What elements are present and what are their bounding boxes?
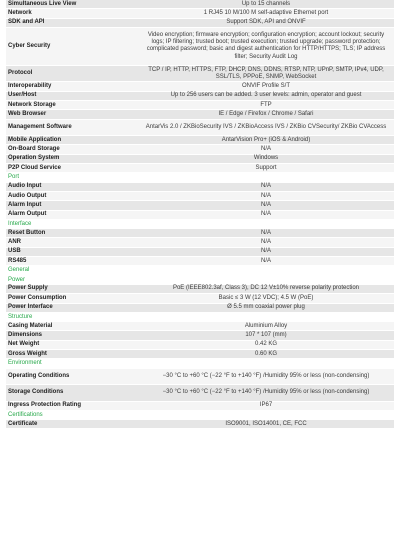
spec-value: N/A <box>260 211 271 218</box>
spec-label: Cyber Security <box>8 42 51 49</box>
spec-row-usb <box>6 248 394 257</box>
spec-table <box>6 0 394 429</box>
spec-label: Audio Input <box>8 183 42 190</box>
spec-row-mobile-application <box>6 136 394 145</box>
section-heading-interface: Interface <box>6 220 394 229</box>
spec-row-power-supply <box>6 285 394 294</box>
spec-label: Net Weight <box>8 341 40 348</box>
spec-label: ANR <box>8 238 21 245</box>
spec-label: P2P Cloud Service <box>8 164 61 171</box>
section-heading-port: Port <box>6 173 394 182</box>
spec-label: User/Host <box>8 92 37 99</box>
spec-row-power-interface <box>6 304 394 313</box>
spec-label: SDK and API <box>8 19 45 26</box>
spec-label: Gross Weight <box>8 350 47 357</box>
spec-label: Network <box>8 9 32 16</box>
spec-row-cyber-security <box>6 28 394 66</box>
spec-label: Dimensions <box>8 331 43 338</box>
spec-label: Power Consumption <box>8 294 67 301</box>
spec-row-net-weight <box>6 341 394 350</box>
spec-value: IP67 <box>259 402 273 409</box>
spec-label: Simultaneous Live View <box>8 0 77 7</box>
spec-row-sdk-and-api <box>6 19 394 28</box>
spec-row-interoperability <box>6 82 394 91</box>
spec-row-p2p-cloud-service <box>6 164 394 173</box>
spec-row-network <box>6 9 394 18</box>
spec-label: Reset Button <box>8 229 46 236</box>
spec-value: ONVIF Profile S/T <box>241 83 290 90</box>
spec-label: RS485 <box>8 257 27 264</box>
spec-value: Up to 256 users can be added. 3 user levels: admin, operator and guest <box>170 92 362 99</box>
spec-row-gross-weight <box>6 350 394 359</box>
spec-value: −30 °C to +60 °C (−22 °F to +140 °F) /Humidity 95% or less (non-condensing) <box>162 372 370 379</box>
spec-value: 0.42 KG <box>254 341 277 348</box>
spec-value: Aluminium Alloy <box>244 322 288 329</box>
spec-label: Power Interface <box>8 304 53 311</box>
spec-value: N/A <box>260 183 271 190</box>
section-heading-power: Power <box>6 276 394 285</box>
spec-row-rs485 <box>6 257 394 266</box>
spec-row-certificate <box>6 420 394 429</box>
spec-row-storage-conditions <box>6 385 394 402</box>
spec-row-dimensions <box>6 331 394 340</box>
spec-label: Network Storage <box>8 101 56 108</box>
spec-value: 107 * 107 (mm) <box>245 331 287 338</box>
spec-row-ingress-protection-rating <box>6 402 394 411</box>
spec-value: Support <box>255 164 277 171</box>
spec-row-simultaneous-live-view <box>6 0 394 9</box>
spec-value: N/A <box>260 229 271 236</box>
spec-value: Video encryption; firmware encryption; configuration encryption; account lockout; security logs; IP filtering; trusted boot; trusted execution; trusted upgrade; password protection; complicated password; basic and digest authentication for HTTP/HTTPS; TLS; IP address filter; Security Audit Log <box>146 32 386 60</box>
spec-row-alarm-input <box>6 201 394 210</box>
spec-label: Management Software <box>8 123 72 130</box>
spec-value: IE / Edge / Firefox / Chrome / Safari <box>218 110 314 117</box>
section-heading-general: General <box>6 266 394 275</box>
spec-label: Alarm Input <box>8 201 42 208</box>
spec-label: Storage Conditions <box>8 389 64 396</box>
spec-row-on-board-storage <box>6 145 394 154</box>
spec-value: 0.60 KG <box>254 350 277 357</box>
spec-label: Operating Conditions <box>8 372 70 379</box>
spec-row-protocol <box>6 66 394 83</box>
spec-row-alarm-output <box>6 211 394 220</box>
spec-row-reset-button <box>6 229 394 238</box>
spec-row-power-consumption <box>6 294 394 303</box>
spec-value: ISO9001, ISO14001, CE, FCC <box>225 420 307 427</box>
spec-row-user-host <box>6 92 394 101</box>
spec-label: USB <box>8 248 21 255</box>
spec-label: Web Browser <box>8 110 47 117</box>
spec-value: FTP <box>260 101 272 108</box>
spec-value: Support SDK, API and ONVIF <box>226 19 306 26</box>
spec-value: Windows <box>253 155 279 162</box>
spec-value: N/A <box>260 201 271 208</box>
spec-value: N/A <box>260 257 271 264</box>
spec-value: TCP / IP, HTTP, HTTPS, FTP, DHCP, DNS, DDNS, RTSP, NTP, UPnP, SMTP, IPv4, UDP, SSL/TLS, PPPoE, SNMP, WebSocket <box>148 66 384 80</box>
spec-row-casing-material <box>6 322 394 331</box>
spec-label: Casing Material <box>8 322 53 329</box>
section-heading-environment: Environment <box>6 359 394 368</box>
section-heading-structure: Structure <box>6 313 394 322</box>
spec-row-audio-output <box>6 192 394 201</box>
spec-row-management-software <box>6 120 394 137</box>
spec-value: −30 °C to +60 °C (−22 °F to +140 °F) /Humidity 95% or less (non-condensing) <box>162 389 370 396</box>
spec-label: Alarm Output <box>8 211 47 218</box>
spec-value: Basic ≤ 3 W (12 VDC); 4.5 W (PoE) <box>218 294 314 301</box>
spec-label: Interoperability <box>8 83 52 90</box>
spec-label: Certificate <box>8 420 38 427</box>
spec-value: N/A <box>260 146 271 153</box>
spec-row-operation-system <box>6 155 394 164</box>
spec-label: Audio Output <box>8 192 47 199</box>
spec-row-anr <box>6 238 394 247</box>
spec-value: N/A <box>260 248 271 255</box>
spec-value: PoE (IEEE802.3af, Class 3), DC 12 V±10% reverse polarity protection <box>172 285 360 292</box>
spec-value: Ø 5.5 mm coaxial power plug <box>227 304 305 311</box>
spec-label: Protocol <box>8 70 33 77</box>
spec-label: On-Board Storage <box>8 146 60 153</box>
spec-label: Mobile Application <box>8 136 62 143</box>
spec-value: Up to 15 channels <box>241 0 291 7</box>
spec-value: 1 RJ45 10 M/100 M self-adaptive Ethernet port <box>203 9 329 16</box>
spec-value: N/A <box>260 238 271 245</box>
spec-row-audio-input <box>6 183 394 192</box>
spec-label: Operation System <box>8 155 60 162</box>
spec-label: Ingress Protection Rating <box>8 402 82 409</box>
spec-value: N/A <box>260 192 271 199</box>
spec-value: AntarVis 2.0 / ZKBioSecurity IVS / ZKBioAccess IVS / ZKBio CVSecurity/ ZKBio CVAccess <box>145 123 387 130</box>
spec-row-operating-conditions <box>6 369 394 386</box>
spec-row-network-storage <box>6 101 394 110</box>
spec-label: Power Supply <box>8 285 48 292</box>
spec-value: AntarVision Pro+ (iOS & Android) <box>221 136 311 143</box>
spec-row-web-browser <box>6 110 394 119</box>
section-heading-certifications: Certifications <box>6 411 394 420</box>
